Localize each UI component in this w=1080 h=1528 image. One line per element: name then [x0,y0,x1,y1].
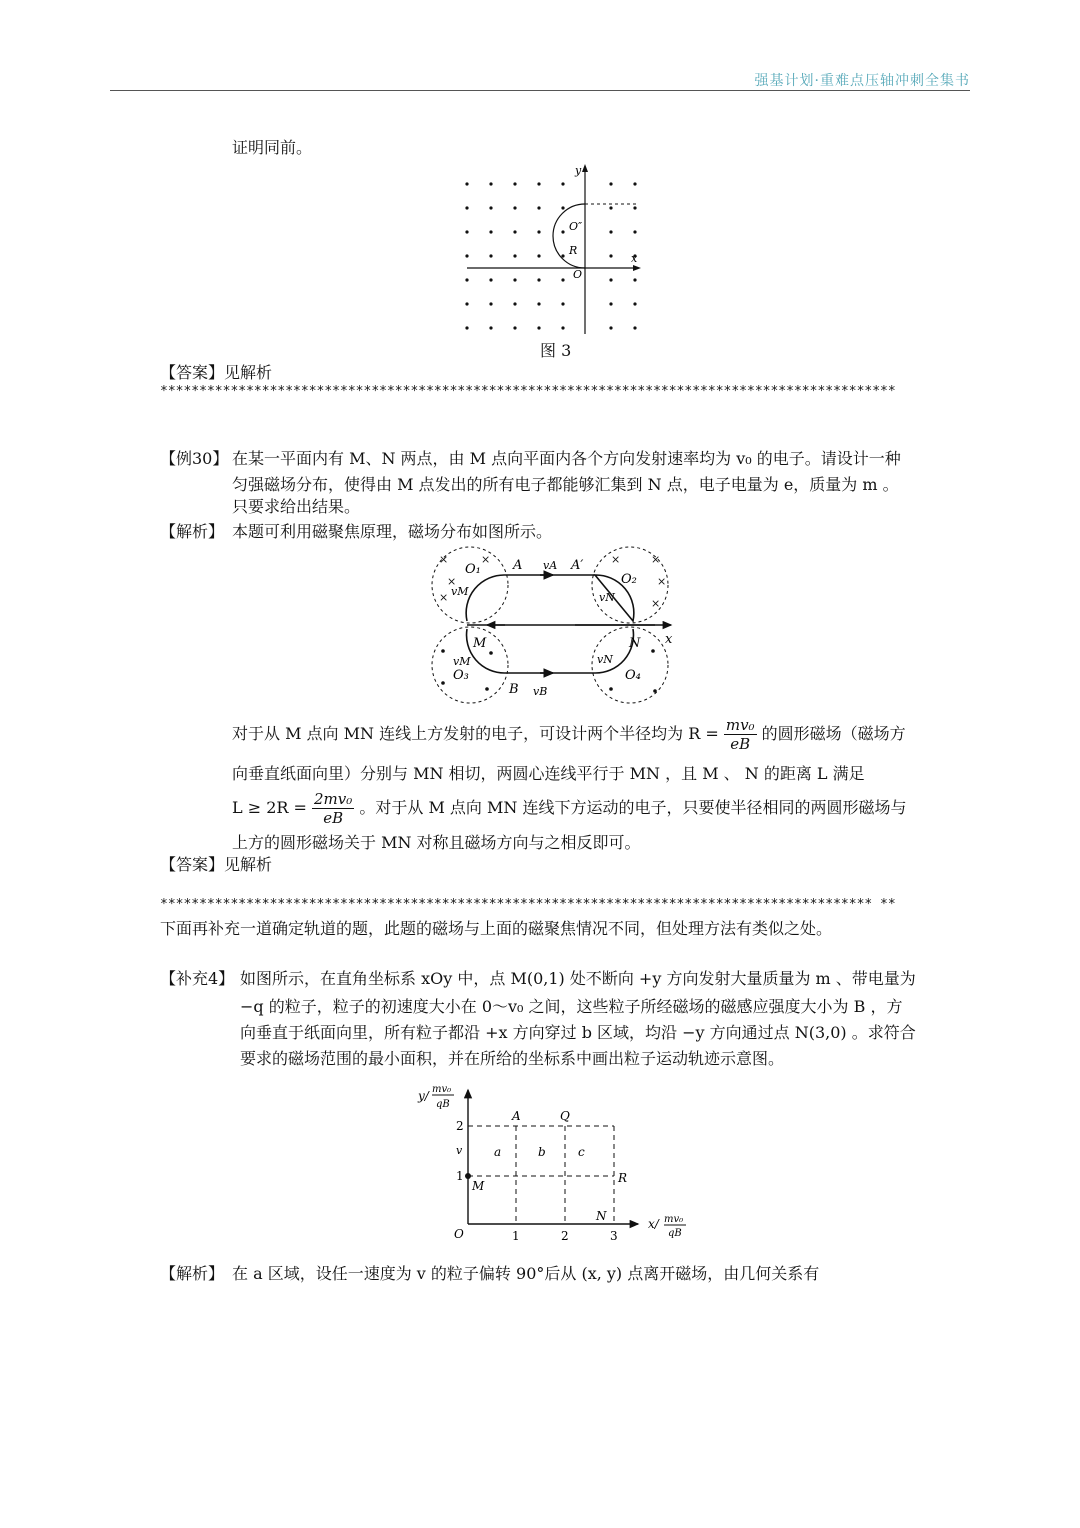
header-rule [110,90,970,91]
supplement-4-line-1: 如图所示，在直角坐标系 xOy 中，点 M(0,1) 处不断向 +y 方向发射大量质量为 m 、带电量为 [240,969,916,988]
explain-line-1 [232,716,906,753]
dot-mark [441,649,445,653]
answer-1: 【答案】见解析 [160,363,273,382]
field-dot [489,254,492,257]
dot-mark [609,687,613,691]
label-n: N [596,1209,607,1223]
field-dot [609,206,612,209]
field-dot [513,278,516,281]
field-dot [537,182,540,185]
label-n: N [629,636,641,651]
cross-mark: × [651,553,661,566]
solution-4-tag: 【解析】 [160,1264,225,1283]
field-dot [465,230,468,233]
solution-line: 本题可利用磁聚焦原理，磁场分布如图所示。 [232,522,553,541]
tick-y2: 2 [456,1119,464,1133]
dashed-grid [468,1126,614,1224]
label-m: M [473,636,487,651]
field-dot [513,254,516,257]
x-unit-den: qB [668,1228,682,1239]
label-o: O [454,1227,464,1241]
center-label: O″ [569,220,583,233]
y-unit-num: mv₀ [432,1084,452,1095]
label-r: R [618,1171,628,1185]
field-dot [633,302,636,305]
field-dot [561,206,564,209]
field-dot [561,230,564,233]
solution-tag: 【解析】 [160,522,225,541]
field-dot [561,278,564,281]
frac2-num: 2mv₀ [314,790,353,808]
dot-mark [653,689,657,693]
field-dot [465,326,468,329]
solution-4-line: 在 a 区域，设任一速度为 v 的粒子偏转 90°后从 (x, y) 点离开磁场，由几何关系有 [232,1264,820,1283]
field-dot [465,254,468,257]
field-dot [561,326,564,329]
example-30-line-1: 在某一平面内有 M、N 两点，由 M 点向平面内各个方向发射速率均为 v₀ 的电子。请设计一种 [232,449,901,468]
field-dot [633,182,636,185]
field-dot [609,182,612,185]
field-dot [513,182,516,185]
supplement-4-line-2: −q 的粒子，粒子的初速度大小在 0～v₀ 之间，这些粒子所经磁场的磁感应强度大小为 B ，方 [240,997,903,1016]
field-dot [465,206,468,209]
example-30-line-3: 只要求给出结果。 [232,497,361,516]
explain-line-2: 向垂直纸面向里）分别与 MN 相切，两圆心连线平行于 MN ，且 M 、 N 的距离 L 满足 [232,764,865,783]
supplement-intro: 下面再补充一道确定轨道的题，此题的磁场与上面的磁聚焦情况不同，但处理方法有类似之处。 [160,919,833,938]
fraction-2r [312,790,354,827]
field-dot [609,326,612,329]
region-a: a [494,1145,502,1159]
tick-x1: 1 [512,1229,520,1243]
field-dot [489,326,492,329]
y-unit-den: qB [436,1099,450,1110]
y-label: y [575,164,582,177]
point-m [465,1173,471,1179]
supplement-4-line-4: 要求的磁场范围的最小面积，并在所给的坐标系中画出粒子运动轨迹示意图。 [240,1049,785,1068]
divider-stars: ********************************************************************************************** [160,384,896,399]
cross-mark: × [651,597,661,610]
label-vm-bottom: vM [453,655,471,668]
x-label: x [631,252,638,265]
cross-mark: × [439,553,449,566]
dot-mark [651,649,655,653]
field-dot [537,206,540,209]
label-o4: O₄ [625,668,641,683]
explain-3b: 。对于从 M 点向 MN 连线下方运动的电子，只要使半径相同的两圆形磁场与 [359,798,907,817]
field-dot [489,182,492,185]
tick-x3: 3 [610,1229,618,1243]
tick-y1: 1 [456,1169,464,1183]
explain-1b: 的圆形磁场（磁场方 [761,724,906,743]
field-dot [561,302,564,305]
x-axis-arrow [633,265,641,271]
supplement-4-tag: 【补充4】 [160,969,235,988]
dot-mark [441,681,445,685]
origin-label: O [573,268,583,281]
field-dot [489,206,492,209]
field-dot [513,326,516,329]
x-unit-num: mv₀ [664,1214,684,1225]
field-dot [633,230,636,233]
region-b: b [538,1145,546,1159]
label-vb: vB [533,685,548,698]
frac1-num: mv₀ [725,716,755,734]
divider-stars-2: ******************************************************************************************* ** [160,897,896,912]
field-dot [537,278,540,281]
field-dot [537,326,540,329]
supplement-4-line-3: 向垂直于纸面向里，所有粒子都沿 +x 方向穿过 b 区域，均沿 −y 方向通过点 N(3,0) 。求符合 [240,1023,916,1042]
dot-mark [489,651,493,655]
frac2-den: eB [323,809,344,827]
cross-mark: × [657,575,667,588]
label-vn-bottom: vN [597,653,613,666]
label-q: Q [560,1109,570,1123]
field-dot [561,254,564,257]
answer-2: 【答案】见解析 [160,855,273,874]
label-m: M [472,1179,485,1193]
field-dot [465,302,468,305]
figure-3-caption: 图 3 [540,341,572,360]
field-dot [489,278,492,281]
explain-3a: L ≥ 2R = [232,798,307,817]
label-x: x [665,632,673,647]
field-dot [513,230,516,233]
dot-mark [485,687,489,691]
field-dot [609,254,612,257]
field-dot [489,302,492,305]
label-a-prime: A′ [571,558,584,573]
example-30-line-2: 匀强磁场分布，使得由 M 点发出的所有电子都能够汇集到 N 点，电子电量为 e，质量为 m 。 [232,475,899,494]
cross-mark: × [439,591,449,604]
label-o2: O₂ [621,572,637,587]
running-header: 强基计划·重难点压轴冲刺全集书 [754,73,970,89]
region-grid-figure [410,1078,710,1248]
y-axis-label: y/ [418,1089,429,1103]
label-vn-top: vN [599,591,615,604]
region-c: c [578,1145,585,1159]
field-dot [609,230,612,233]
cross-mark: × [481,553,491,566]
field-dot [513,302,516,305]
example-30-tag: 【例30】 [160,449,229,468]
field-dot [609,278,612,281]
field-dot [489,230,492,233]
field-dot [513,206,516,209]
field-dot [609,302,612,305]
fraction-r [724,716,757,753]
cross-mark: × [447,575,457,588]
label-v: v [456,1144,463,1157]
half-circle-trajectory [553,204,585,268]
x-axis-label: x/ [648,1217,659,1231]
explain-line-4: 上方的圆形磁场关于 MN 对称且磁场方向与之相反即可。 [232,833,641,852]
magnetic-focus-figure [425,543,685,705]
label-a: A [512,1109,521,1123]
field-dot [537,254,540,257]
field-dot [537,230,540,233]
field-dot [537,302,540,305]
label-va: vA [543,559,558,572]
label-o3: O₃ [453,668,469,683]
label-vm-top: vM [451,585,469,598]
figure-3 [455,162,645,337]
field-dot [465,182,468,185]
label-a: A [513,558,523,573]
label-b: B [509,682,519,697]
field-dot [633,206,636,209]
field-dot [633,278,636,281]
tick-x2: 2 [561,1229,569,1243]
frac1-den: eB [730,735,751,753]
explain-1a: 对于从 M 点向 MN 连线上方发射的电子，可设计两个半径均为 R = [232,724,719,743]
field-dot [561,182,564,185]
field-dot [465,278,468,281]
cross-mark: × [611,553,621,566]
radius-label: R [569,244,578,257]
y-axis-arrow [582,164,588,172]
label-o1: O₁ [465,562,481,577]
explain-line-3 [232,790,907,827]
field-dot [633,326,636,329]
proof-text: 证明同前。 [232,138,313,157]
